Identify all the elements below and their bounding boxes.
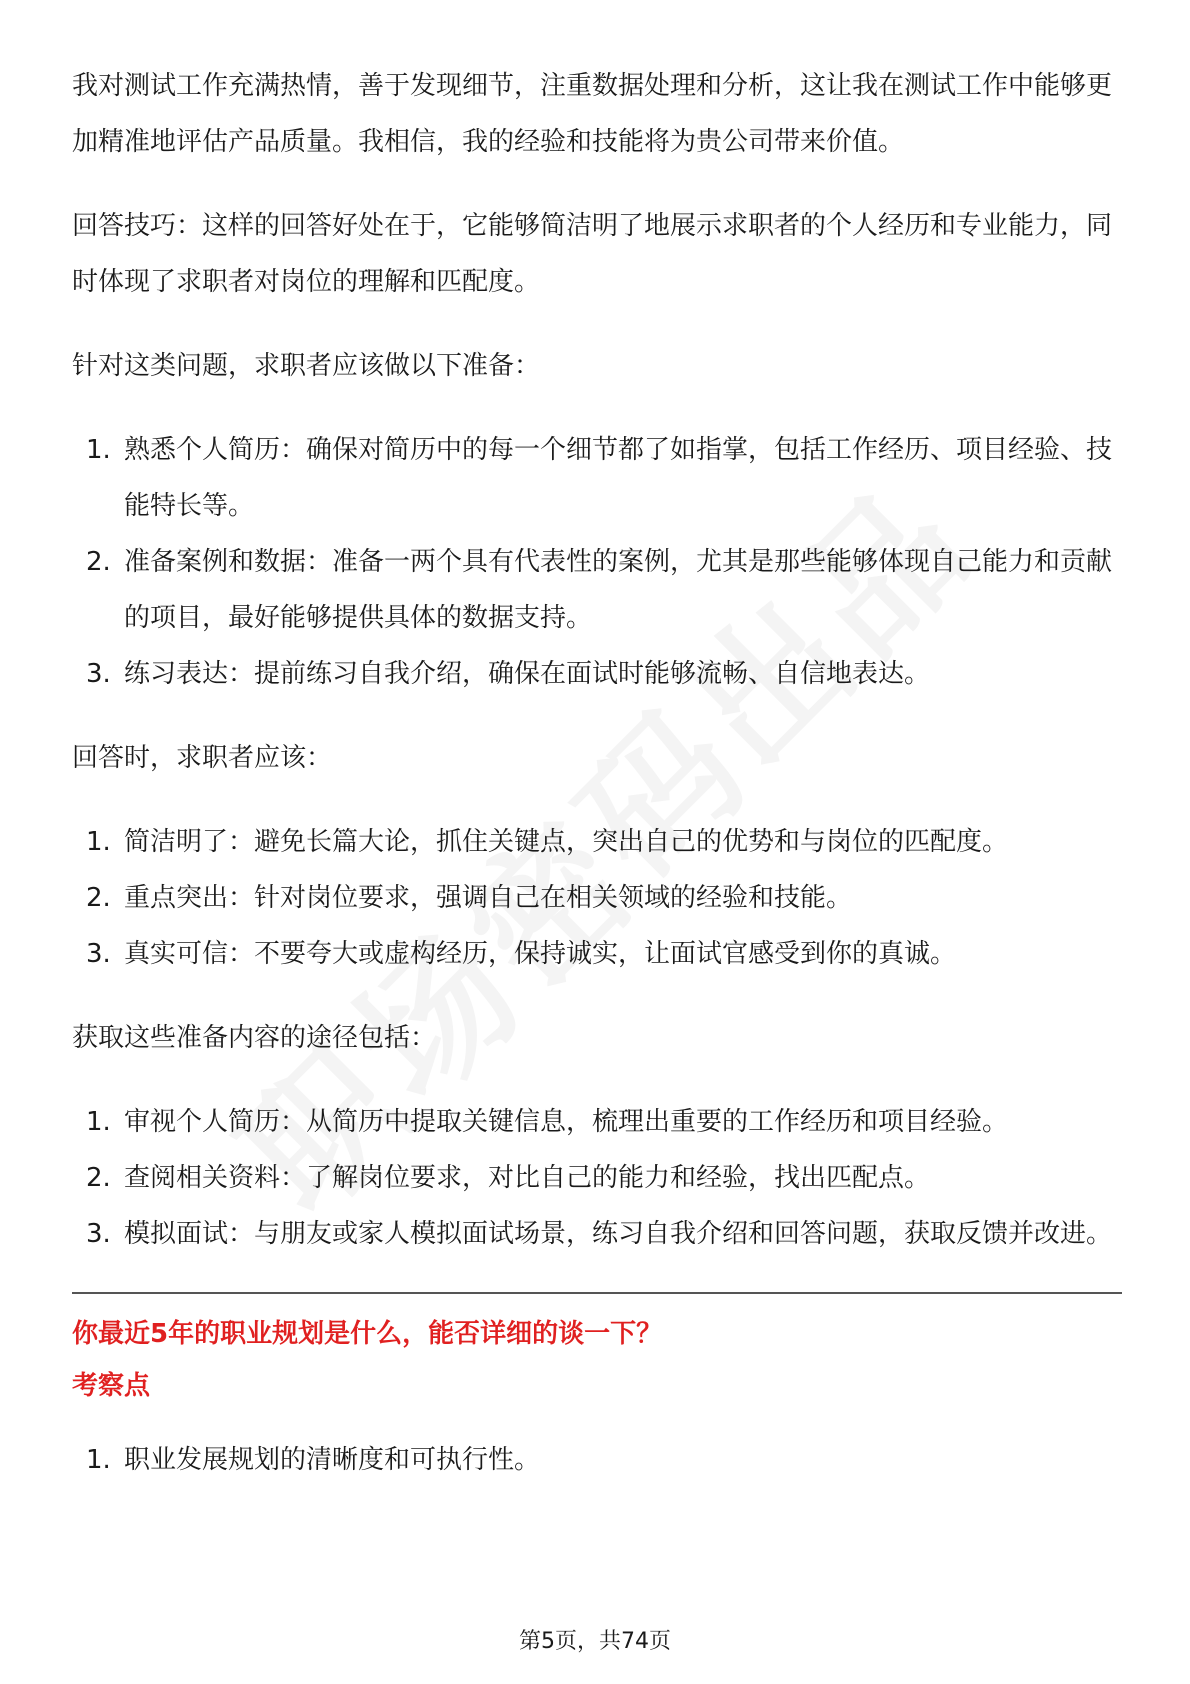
content bbox=[72, 58, 1122, 1516]
list-text: 职业发展规划的清晰度和可执行性。 bbox=[124, 1445, 541, 1475]
answer-list bbox=[72, 814, 1122, 982]
list-text: 审视个人简历：从简历中提取关键信息，梳理出重要的工作经历和项目经验。 bbox=[124, 1107, 1009, 1137]
section-divider bbox=[72, 1292, 1122, 1294]
list-item bbox=[72, 1432, 1122, 1488]
list-item bbox=[72, 926, 1122, 982]
list-number: 3. bbox=[86, 659, 111, 689]
source-intro: 获取这些准备内容的途径包括： bbox=[72, 1023, 437, 1053]
list-number: 2. bbox=[86, 1163, 111, 1193]
intro-paragraph-1: 我对测试工作充满热情，善于发现细节，注重数据处理和分析，这让我在测试工作中能够更加精准地评估产品质量。我相信，我的经验和技能将为贵公司带来价值。 bbox=[72, 71, 1113, 157]
list-item bbox=[72, 534, 1122, 646]
list-item bbox=[72, 814, 1122, 870]
list-item bbox=[72, 422, 1122, 534]
list-number: 2. bbox=[86, 547, 111, 577]
list-number: 3. bbox=[86, 1219, 111, 1249]
intro-paragraph-2: 回答技巧：这样的回答好处在于，它能够简洁明了地展示求职者的个人经历和专业能力，同时体现了求职者对岗位的理解和匹配度。 bbox=[72, 211, 1113, 297]
list-number: 1. bbox=[86, 435, 111, 465]
list-item bbox=[72, 1150, 1122, 1206]
intro-paragraph-3: 针对这类问题，求职者应该做以下准备： bbox=[72, 351, 541, 381]
list-number: 1. bbox=[86, 827, 111, 857]
list-text: 熟悉个人简历：确保对简历中的每一个细节都了如指掌，包括工作经历、项目经验、技能特长等。 bbox=[124, 435, 1113, 521]
page-footer: 第5页，共74页 bbox=[519, 1629, 671, 1654]
list-item bbox=[72, 1094, 1122, 1150]
list-text: 简洁明了：避免长篇大论，抓住关键点，突出自己的优势和与岗位的匹配度。 bbox=[124, 827, 1009, 857]
source-list bbox=[72, 1094, 1122, 1262]
list-number: 3. bbox=[86, 939, 111, 969]
list-text: 真实可信：不要夸大或虚构经历，保持诚实，让面试官感受到你的真诚。 bbox=[124, 939, 957, 969]
list-text: 查阅相关资料：了解岗位要求，对比自己的能力和经验，找出匹配点。 bbox=[124, 1163, 931, 1193]
question-points-list bbox=[72, 1432, 1122, 1488]
list-text: 重点突出：针对岗位要求，强调自己在相关领域的经验和技能。 bbox=[124, 883, 853, 913]
prep-list bbox=[72, 422, 1122, 702]
list-number: 1. bbox=[86, 1445, 111, 1475]
question-subtitle: 考察点 bbox=[72, 1371, 151, 1401]
list-text: 模拟面试：与朋友或家人模拟面试场景，练习自我介绍和回答问题，获取反馈并改进。 bbox=[124, 1219, 1113, 1249]
list-number: 1. bbox=[86, 1107, 111, 1137]
answer-intro: 回答时，求职者应该： bbox=[72, 743, 333, 773]
question-title: 你最近5年的职业规划是什么，能否详细的谈一下？ bbox=[72, 1319, 663, 1349]
list-text: 准备案例和数据：准备一两个具有代表性的案例，尤其是那些能够体现自己能力和贡献的项目，最好能够提供具体的数据支持。 bbox=[124, 547, 1113, 633]
list-item bbox=[72, 646, 1122, 702]
list-item bbox=[72, 1206, 1122, 1262]
list-text: 练习表达：提前练习自我介绍，确保在面试时能够流畅、自信地表达。 bbox=[124, 659, 931, 689]
list-number: 2. bbox=[86, 883, 111, 913]
list-item bbox=[72, 870, 1122, 926]
